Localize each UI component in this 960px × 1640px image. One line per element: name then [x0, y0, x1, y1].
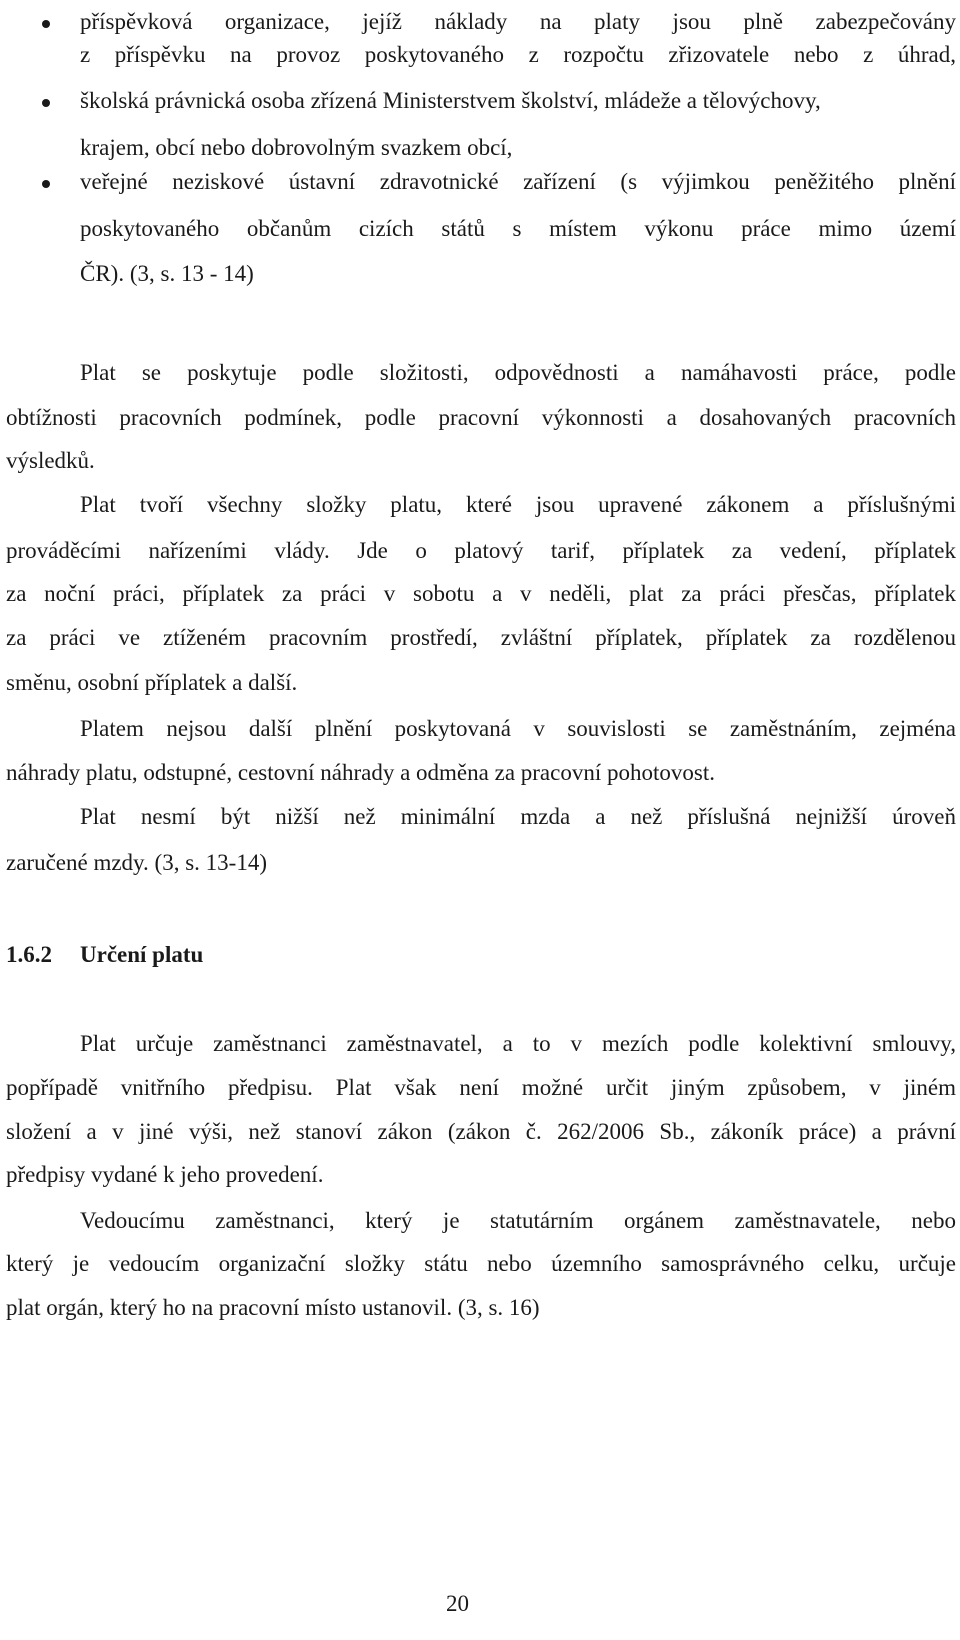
- section-title: Určení platu: [80, 942, 204, 967]
- section-paragraph-2-line-1: Vedoucímu zaměstnanci, který je statutárním orgánem zaměstnavatele, nebo: [80, 1208, 956, 1233]
- bullet-2-line-2: krajem, obcí nebo dobrovolným svazkem obcí,: [80, 135, 513, 160]
- bullet-1-line-1: příspěvková organizace, jejíž náklady na platy jsou plně zabezpečovány: [80, 9, 956, 34]
- bullet-marker: [42, 180, 50, 188]
- section-paragraph-1-line-4: předpisy vydané k jeho provedení.: [6, 1162, 324, 1187]
- bullet-3-line-1: veřejné neziskové ústavní zdravotnické zařízení (s výjimkou peněžitého plnění: [80, 169, 956, 194]
- section-paragraph-2-line-3: plat orgán, který ho na pracovní místo ustanovil. (3, s. 16): [6, 1295, 540, 1320]
- section-paragraph-1-line-1: Plat určuje zaměstnanci zaměstnavatel, a to v mezích podle kolektivní smlouvy,: [80, 1031, 956, 1056]
- section-number: 1.6.2: [6, 942, 52, 967]
- bullet-2-line-1: školská právnická osoba zřízená Ministerstvem školství, mládeže a tělovýchovy,: [80, 88, 821, 113]
- section-paragraph-2-line-2: který je vedoucím organizační složky státu nebo územního samosprávného celku, určuje: [6, 1251, 956, 1276]
- page-number: 20: [446, 1591, 469, 1616]
- paragraph-2-line-1: Plat tvoří všechny složky platu, které jsou upravené zákonem a příslušnými: [80, 492, 956, 517]
- paragraph-4-line-2: zaručené mzdy. (3, s. 13-14): [6, 850, 267, 875]
- bullet-marker: [42, 20, 50, 28]
- paragraph-2-line-4: za práci ve ztíženém pracovním prostředí, zvláštní příplatek, příplatek za rozdělenou: [6, 625, 956, 650]
- paragraph-3-line-1: Platem nejsou další plnění poskytovaná v souvislosti se zaměstnáním, zejména: [80, 716, 956, 741]
- document-page: [6, 0, 957, 1640]
- section-paragraph-1-line-3: složení a v jiné výši, než stanoví zákon (zákon č. 262/2006 Sb., zákoník práce) a právní: [6, 1119, 956, 1144]
- paragraph-2-line-2: prováděcími nařízeními vlády. Jde o platový tarif, příplatek za vedení, příplatek: [6, 538, 956, 563]
- paragraph-4-line-1: Plat nesmí být nižší než minimální mzda a než příslušná nejnižší úroveň: [80, 804, 956, 829]
- paragraph-1-line-1: Plat se poskytuje podle složitosti, odpovědnosti a namáhavosti práce, podle: [80, 360, 956, 385]
- bullet-3-line-2: poskytovaného občanům cizích států s místem výkonu práce mimo území: [80, 216, 956, 241]
- bullet-3-line-3: ČR). (3, s. 13 - 14): [80, 261, 254, 286]
- paragraph-2-line-5: směnu, osobní příplatek a další.: [6, 670, 298, 695]
- paragraph-1-line-2: obtížnosti pracovních podmínek, podle pracovní výkonnosti a dosahovaných pracovních: [6, 405, 956, 430]
- paragraph-1-line-3: výsledků.: [6, 448, 95, 473]
- bullet-1-line-2: z příspěvku na provoz poskytovaného z rozpočtu zřizovatele nebo z úhrad,: [80, 42, 956, 67]
- paragraph-3-line-2: náhrady platu, odstupné, cestovní náhrady a odměna za pracovní pohotovost.: [6, 760, 715, 785]
- section-paragraph-1-line-2: popřípadě vnitřního předpisu. Plat však není možné určit jiným způsobem, v jiném: [6, 1075, 956, 1100]
- bullet-marker: [42, 99, 50, 107]
- paragraph-2-line-3: za noční práci, příplatek za práci v sobotu a v neděli, plat za práci přesčas, příplatek: [6, 581, 956, 606]
